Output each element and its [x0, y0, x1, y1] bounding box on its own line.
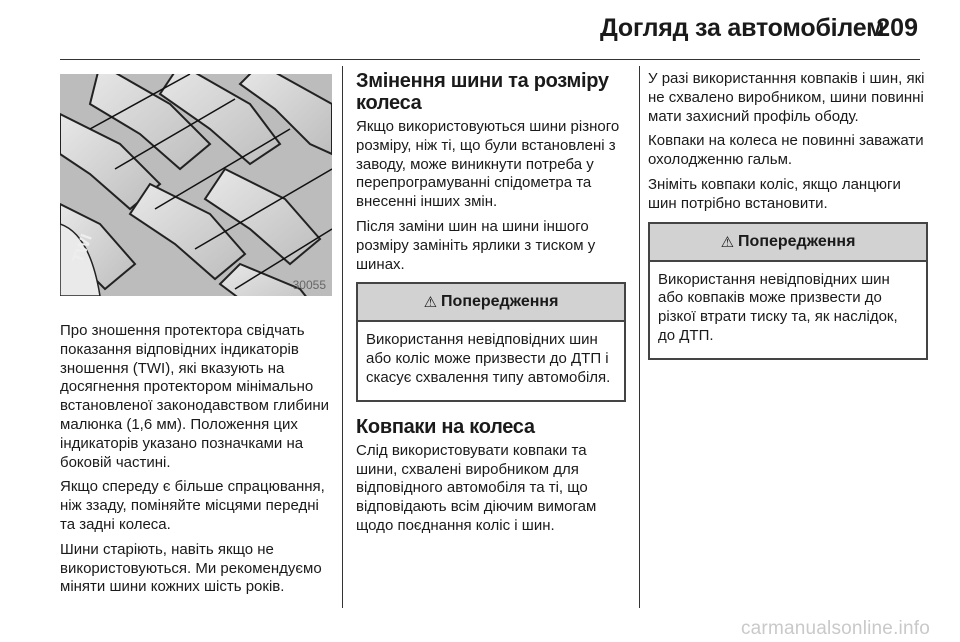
header-rule	[60, 59, 920, 60]
warning-text: Використання невідповідних шин або коліс може призвести до ДТП і скасує схвалення типу автомобіля.	[366, 331, 611, 386]
warning-body	[650, 262, 926, 358]
paragraph: Ковпаки на колеса не повинні заважати охолодженню гальм.	[648, 132, 924, 169]
page-title: Догляд за автомобілем	[600, 14, 885, 42]
paragraph: Про зношення протектора свідчать показання відповідних індикаторів зношення (TWI), які вказують на досягнення протектором мінімально встановленої законодавством глибини малюнка (1,6 мм). Положення цих індикаторів указано позначками на боковій частині.	[60, 322, 330, 471]
warning-icon: ⚠	[423, 294, 438, 312]
warning-icon: ⚠	[720, 233, 735, 251]
watermark: carmanualsonline.info	[740, 618, 930, 639]
warning-box	[648, 222, 928, 360]
warning-text: Використання невідповідних шин або ковпаків може призвести до різкої втрати тиску та, як наслідок, до ДТП.	[658, 270, 898, 344]
column-1	[60, 70, 332, 603]
twi-label: TWI	[69, 231, 96, 266]
warning-body	[358, 322, 624, 399]
paragraph: Слід використовувати ковпаки та шини, схвалені виробником для відповідного автомобіля та ті, що відповідають всім діючим вимогам щодо поєднання коліс і шин.	[356, 441, 597, 534]
paragraph: У разі використанння ковпаків і шин, які не схвалено виробником, шини повинні мати захисний профіль ободу.	[648, 70, 925, 125]
section-heading: Ковпаки на колеса	[356, 415, 535, 438]
warning-header	[358, 284, 624, 322]
warning-title: Попередження	[441, 293, 559, 311]
section-heading: Змінення шини та розміру колеса	[356, 70, 609, 114]
warning-box	[356, 282, 626, 401]
figure-number: 30055	[292, 278, 326, 292]
tire-tread-illustration	[60, 74, 332, 296]
column-divider	[639, 66, 640, 608]
column-3	[648, 70, 928, 374]
tire-tread-figure	[60, 74, 332, 296]
paragraph: Якщо спереду є більше спрацювання, ніж ззаду, поміняйте місцями передні та задні колеса.	[60, 478, 325, 533]
warning-title: Попередження	[738, 232, 856, 250]
column-divider	[342, 66, 343, 608]
paragraph: Шини старіють, навіть якщо не використовуються. Ми рекомендуємо міняти шини кожних шість років.	[60, 540, 322, 596]
page-number: 209	[876, 14, 918, 42]
warning-header	[650, 224, 926, 262]
paragraph: Якщо використовуються шини різного розміру, ніж ті, що були встановлені з заводу, може виникнути потреба у перепрограмуванні спідометра та внесенні інших змін.	[356, 118, 620, 211]
column-2	[356, 70, 626, 542]
paragraph: Зніміть ковпаки коліс, якщо ланцюги шин потрібно встановити.	[648, 175, 901, 212]
paragraph: Після заміни шин на шини іншого розміру замініть ярлики з тиском у шинах.	[356, 217, 596, 273]
